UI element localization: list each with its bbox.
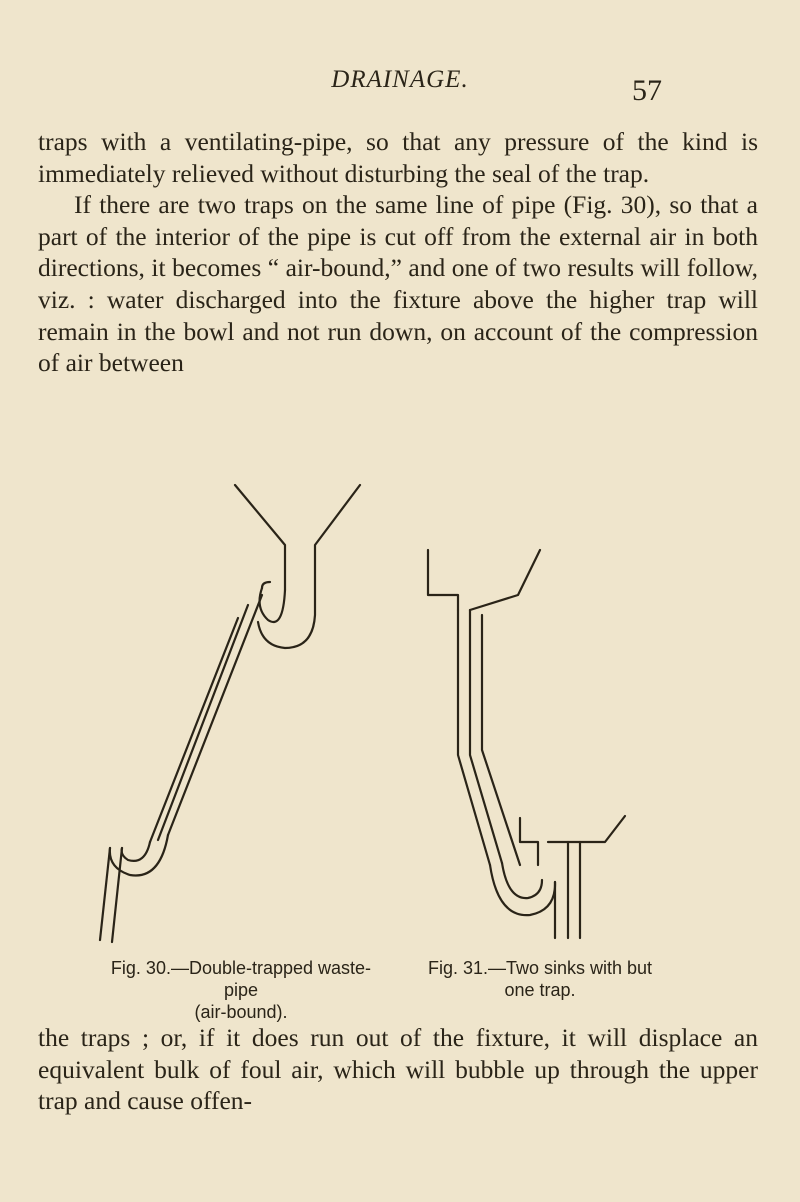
fig30-upper-trap-inner: [260, 588, 285, 622]
fig30-diagonal-pipe-2: [158, 605, 248, 840]
fig30-diagonal-pipe-3: [150, 618, 238, 842]
fig31-pipe-wall-1: [458, 610, 490, 865]
page-number: 57: [632, 74, 662, 107]
fig30-caption: [96, 957, 386, 1023]
paragraph-1: traps with a ventilating-pipe, so that any pressure of the kind is immediately relieved without disturbing the seal of the trap.: [38, 127, 758, 188]
fig30-lower-trap: [110, 835, 168, 876]
fig30-outlet-left: [100, 848, 110, 940]
paragraph-3: the traps ; or, if it does run out of the fixture, it will displace an equivalent bulk of foul air, which will bubble up through the upper trap and cause offen-: [38, 1023, 758, 1116]
fig30-upper-trap-outer: [262, 582, 270, 588]
fig31-drawing: [428, 550, 625, 938]
fig31-trap-outer: [490, 865, 555, 915]
fig30-lower-trap-inner: [122, 842, 150, 861]
fig30-drawing: [100, 485, 360, 942]
fig30-caption-line2: (air-bound).: [194, 1002, 288, 1022]
fig31-caption-line1: Fig. 31.—Two sinks with but: [427, 958, 653, 978]
fig31-caption-line2: one trap.: [504, 980, 576, 1000]
fig30-diagonal-pipe-1: [168, 595, 262, 835]
bottom-text-block: [38, 1022, 758, 1117]
fig31-caption: [398, 957, 682, 1001]
fig31-pipe-wall-3: [482, 615, 520, 865]
paragraph-2: If there are two traps on the same line of pipe (Fig. 30), so that a part of the interior of the pipe is cut off from the external air in both directions, it becomes “ air-bound,” and one of two results will follow, viz. : water discharged into the fixture above the higher trap will remain in the bowl and not run down, on account of the compression of air between: [38, 190, 758, 378]
fig31-lower-sink-right: [548, 816, 625, 842]
fig31-upper-sink-left: [428, 550, 458, 610]
fig31-lower-sink-left: [520, 818, 538, 865]
fig30-caption-line1: Fig. 30.—Double-trapped waste-pipe: [110, 958, 372, 1000]
top-text-block: [38, 126, 758, 379]
running-head: DRAINAGE.: [331, 66, 469, 93]
fig31-trap-inner: [502, 863, 542, 898]
fig31-upper-sink-right: [470, 550, 540, 610]
fig30-upper-funnel-left: [235, 485, 285, 590]
fig30-upper-funnel-right: [258, 485, 360, 648]
figures-illustration: [0, 470, 800, 950]
fig31-pipe-wall-2: [470, 610, 502, 863]
